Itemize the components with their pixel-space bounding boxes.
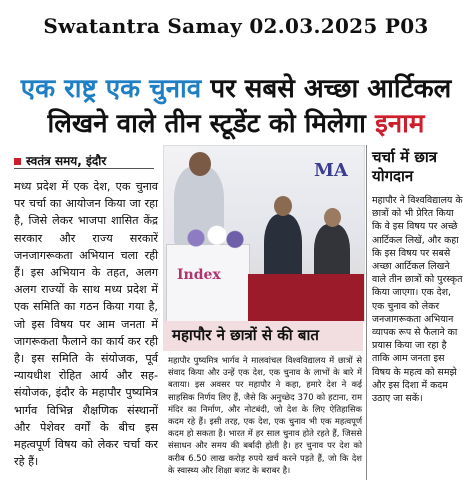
article-middle-body: महापौर पुष्यमित्र भार्गव ने मालवांचल विश्वविद्यालय में छात्रों से संवाद किया और उन्हें एक देश, एक चुनाव के लाभों के बारे में बताया। इस अवसर पर महापौर ने कहा, हमारे देश ने कई साहसिक निर्णय लिए हैं, जैसे कि अनुच्छेद 370 को हटाना, राम मंदिर का निर्माण, और नोटबंदी, जो देश के लिए ऐतिहासिक कदम रहे हैं। इसी तरह, एक देश, एक चुनाव भी एक महत्वपूर्ण कदम हो सकता है। भारत में हर साल चुनाव होते रहते हैं, जिससे संसाधन और समय की बर्बादी होती है। हर चुनाव पर देश को करीब 6.50 लाख करोड़ रुपये खर्च करने पड़ते हैं, जो कि देश के स्वास्थ्य और शिक्षा बजट के बराबर है। — [168, 355, 362, 475]
sidebar-body: महापौर ने विश्वविद्यालय के छात्रों को भी प्रेरित किया कि वे इस विषय पर अच्छे आर्टिकल लिखें, और कहा कि इस विषय पर सबसे अच्छा आर्टिकल लिखने वाले तीन छात्रों को पुरस्कृत किया जाएगा। एक देश, एक चुनाव को लेकर जनजागरूकता अभियान व्यापक रूप से फैलाने का प्रयास किया जा रहा है ताकि आम जनता इस विषय के महत्व को समझे और इस दिशा में कदम उठाए जा सकें। — [372, 195, 463, 405]
byline — [14, 152, 106, 169]
seated-guest-1-head — [274, 196, 292, 216]
headline-blue-part: एक राष्ट्र एक चुनाव — [20, 74, 202, 104]
article-left-column: मध्य प्रदेश में एक देश, एक चुनाव पर चर्चा का आयोजन किया जा रहा है, जिसे लेकर भाजपा शासित केंद्र सरकार और राज्य सरकारें जनजागरूकता अभियान चला रही हैं। इस अभियान के तहत, अलग अलग राज्यों के साथ मध्य प्रदेश में एक समिति का गठन किया गया है, जो इस विषय पर आम जनता में जागरूकता फैलाने का कार्य कर रही है। इस समिति के संयोजक, पूर्व न्यायधीश रोहित आर्य और सह-संयोजक, इंदौर के महापौर पुष्यमित्र भार्गव विभिन्न शैक्षणिक संस्थानों और पेशेवर वर्गों के बीच इस महत्वपूर्ण विषय को लेकर चर्चा कर रहे हैं। — [14, 180, 158, 469]
headline-line-1 — [0, 72, 472, 106]
backdrop-logo-text: MA — [314, 160, 348, 181]
news-photo — [163, 145, 365, 322]
podium-logo: Index — [177, 267, 221, 283]
headline-accent-part: इनाम — [374, 109, 425, 139]
seated-guest-2-head — [324, 208, 341, 227]
byline-text: स्वतंत्र समय, इंदौर — [26, 154, 107, 168]
masthead: Swatantra Samay 02.03.2025 P03 — [43, 14, 429, 38]
photo-caption: महापौर ने छात्रों से की बात — [172, 326, 319, 344]
sidebar-heading: चर्चा में छात्र योगदान — [372, 148, 438, 185]
speaker-head — [189, 152, 211, 176]
headline-black-part: पर सबसे अच्छा आर्टिकल — [210, 74, 452, 104]
podium — [166, 244, 250, 322]
flower-bouquet — [184, 224, 244, 252]
headline-line-2 — [0, 107, 472, 141]
headline-main-part: लिखने वाले तीन स्टूडेंट को मिलेगा — [47, 109, 366, 139]
byline-divider — [14, 168, 154, 169]
column-divider — [366, 145, 367, 480]
byline-square-icon — [14, 158, 21, 165]
dais-table — [248, 274, 364, 321]
